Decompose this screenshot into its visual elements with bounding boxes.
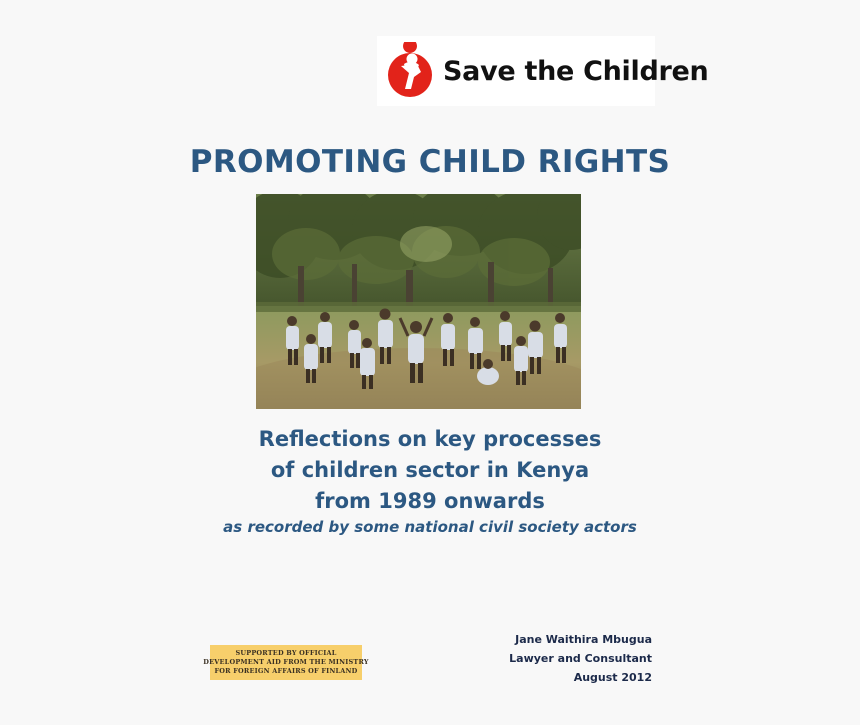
subtitle-note: as recorded by some national civil society actors	[223, 518, 637, 536]
page-title: PROMOTING CHILD RIGHTS	[189, 144, 671, 180]
subtitle-line-1: Reflections on key processes	[258, 427, 602, 451]
funder-line-3: FOR FOREIGN AFFAIRS OF FINLAND	[214, 667, 358, 675]
funder-line-2: DEVELOPMENT AID FROM THE MINISTRY	[203, 658, 369, 666]
logo-brand-name: Save the Children	[443, 55, 709, 87]
author-role: Lawyer and Consultant	[509, 652, 652, 665]
funder-acknowledgement-box	[203, 645, 369, 680]
subtitle-line-2: of children sector in Kenya	[270, 458, 590, 482]
author-block	[380, 630, 652, 687]
author-name: Jane Waithira Mbugua	[515, 633, 652, 646]
save-the-children-logo-mark	[381, 42, 439, 100]
logo-block	[377, 36, 709, 106]
funder-line-1: SUPPORTED BY OFFICIAL	[235, 649, 337, 657]
subtitle-line-3: from 1989 onwards	[315, 489, 545, 513]
publication-date: August 2012	[573, 671, 652, 684]
cover-photo	[256, 194, 581, 409]
subtitle	[0, 424, 860, 517]
